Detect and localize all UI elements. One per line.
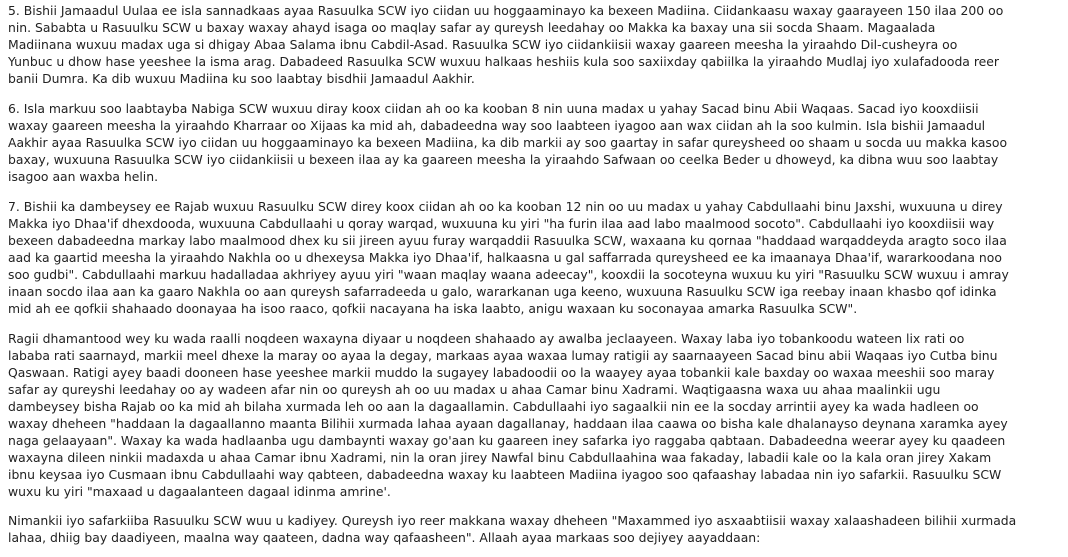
paragraph-7: 7. Bishii ka dambeysey ee Rajab wuxuu Rasuulku SCW direy koox ciidan ah oo ka kooban 12 nin oo uu madax u yahay Cabdullaahi binu Jaxshi, wuxuuna u direy Makka iyo Dhaa'if dhexdooda, wuxuuna Cabdullaahi u qoray warqad, wuxuuna ku yiri "ha furin ilaa aad labo maalmood socoto". Cabdullaahi iyo kooxdiisii way bexeen dabadeedna markay labo maalmood dhex ku sii jireen ayuu furay warqaddii Rasuulka SCW, waxaana ku qornaa "haddaad warqaddeyda aragto soco ilaa aad ka gaartid meesha la yiraahdo Nakhla oo u dhexeysa Makka iyo Dhaa'if, halkaasna u gal saffarrada qureysheed ee ka imaanaya Dhaa'if, wararkoodana noo soo gudbi". Cabdullaahi markuu hadalladaa akhriyey ayuu yiri "waan maqlay waana adeecay", kooxdii la socoteyna wuxuu ku yiri "Rasuulku SCW wuxuu i amray inaan socdo ilaa aan ka gaaro Nakhla oo aan qureysh safarradeeda u galo, wararkanan uga keeno, wuxuuna Rasuulku SCW iga reebay inaan khasbo qof idinka mid ah ee qofkii shahaado doonayaa ha isoo raaco, qofkii nacayana ha iska laabto, anigu waxaan ku soconayaa amarka Rasuulka SCW".: [8, 199, 1009, 316]
paragraph-5: 5. Bishii Jamaadul Uulaa ee isla sannadkaas ayaa Rasuulka SCW iyo ciidan uu hoggaaminayo ka bexeen Madiina. Ciidankaasu waxay gaarayeen 150 ilaa 200 oo nin. Sababta u Rasuulku SCW u baxay waxay ahayd isaga oo maqlay safar ay qureysh leedahay oo Makka ka baxay una sii socda Shaam. Magaalada Madiinana wuxuu madax uga si dhigay Abaa Salama ibnu Cabdil-Asad. Rasuulka SCW iyo ciidankiisii waxay gaareen meesha la yiraahdo Dil-cusheyra oo Yunbuc u dhow hase yeeshee la isma arag. Dabadeed Rasuulka SCW wuxuu halkaas heshiis kula soo saxiixday qabiilka la yiraahdo Mudlaj iyo xulafadooda reer banii Dumra. Ka dib wuxuu Madiina ku soo laabtay bisdhii Jamaadul Aakhir.: [8, 3, 1004, 86]
paragraph-ragii: Ragii dhamantood wey ku wada raalli noqdeen waxayna diyaar u noqdeen shahaado ay awalba jeclaayeen. Waxay laba iyo tobankoodu wateen lix rati oo lababa rati saarnayd, markii meel dhexe la maray oo ayaa la degay, markaas ayaa waxaa lumay ratigii ay saarnaayeen Sacad binu abii Waqaas iyo Cutba binu Qaswaan. Ratigi ayey baadi dooneen hase yeeshee markii muddo la sugayey labadoodii oo la waayey ayaa tobankii kale baxday oo waxaa meeshii soo maray safar ay qureyshi leedahay oo ay wadeen afar nin oo qureysh ah oo uu madax u ahaa Camar binu Xadrami. Waqtigaasna waxa uu ahaa maalinkii ugu dambeysey bisha Rajab oo ka mid ah bilaha xurmada leh oo aan la dagaallamin. Cabdullaahi iyo sagaalkii nin ee la socday arrintii ayey ka wada hadleen oo waxay dheheen "haddaan la dagaallanno maanta Bilihii xurmada lahaa ayaan dagallanay, haddaan ilaa caawa oo bisha kale dhalanayso deynana xaramka ayey naga gelaayaan". Waxay ka wada hadlaanba ugu dambaynti waxay go'aan ku gaareen iney safarka iyo raggaba qabtaan. Dabadeedna weerar ayey ku qaadeen waxayna dileen ninkii madaxda u ahaa Camar ibnu Xadrami, nin la oran jirey Nawfal binu Cabdullaahina waa fakaday, labadii kale oo la kala oran jirey Xakam ibnu keysaa iyo Cusmaan ibnu Cabdullaahi way qabteen, dabadeedna waxay ku laabteen Madiina iyagoo soo qafaashay labadaa nin iyo safarkii. Rasuulku SCW wuxu ku yiri "maxaad u dagaalanteen dagaal idinma amrine'.: [8, 331, 1008, 499]
paragraph-nimankii: Nimankii iyo safarkiiba Rasuulku SCW wuu u kadiyey. Qureysh iyo reer makkana waxay dheheen "Maxammed iyo asxaabtiisii waxay xalaashadeen bilihii xurmada lahaa, dhiig bay daadiyeen, maalna way qaateen, dadna way qafaasheen". Allaah ayaa markaas soo dejiyey aayaddaan:: [8, 513, 1017, 545]
paragraph-6: 6. Isla markuu soo laabtayba Nabiga SCW wuxuu diray koox ciidan ah oo ka kooban 8 nin uuna madax u yahay Sacad binu Abii Waqaas. Sacad iyo kooxdiisii waxay gaareen meesha la yiraahdo Kharraar oo Xijaas ka mid ah, dabadeedna way soo laabteen iyagoo aan wax ciidan ah la soo kulmin. Isla bishii Jamaadul Aakhir ayaa Rasuulka SCW iyo ciidan uu hoggaaminayo ka bexeen Madiina, ka dib markii ay soo gaartay in safar qureysheed oo shaam u socda uu makka kasoo baxay, wuxuuna Rasuulka SCW iyo ciidankiisii u bexeen ilaa ay ka gaareen meesha la yiraahdo Safwaan oo ceelka Beder u dhoweyd, ka dibna wuu soo laabtay isagoo aan waxba helin.: [8, 101, 1008, 184]
